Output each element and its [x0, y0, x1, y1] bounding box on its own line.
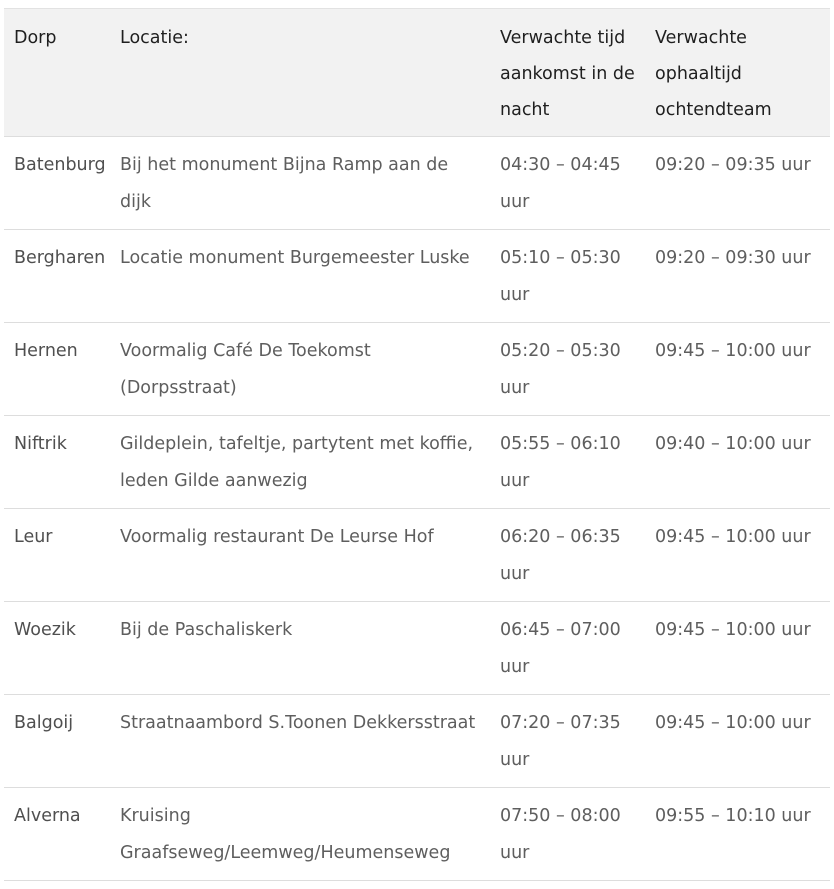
table-row: [4, 509, 830, 602]
cell-dorp: Alverna: [14, 806, 81, 826]
cell-locatie: Voormalig restaurant De Leurse Hof: [120, 527, 434, 547]
cell-locatie: Bij de Paschaliskerk: [120, 620, 293, 640]
cell-ophaal: 09:45 – 10:00 uur: [655, 341, 811, 361]
cell-ophaal: 09:40 – 10:00 uur: [655, 434, 811, 454]
header-ophaaltijd: Verwachte ophaaltijd ochtendteam: [655, 28, 772, 120]
table-row: [4, 137, 830, 230]
header-aankomst: Verwachte tijd aankomst in de nacht: [500, 28, 635, 120]
cell-ophaal: 09:45 – 10:00 uur: [655, 527, 811, 547]
cell-aankomst: 05:20 – 05:30 uur: [500, 341, 621, 398]
cell-locatie: Voormalig Café De Toekomst (Dorpsstraat): [120, 341, 371, 398]
cell-dorp: Balgoij: [14, 713, 74, 733]
table-header: [4, 9, 830, 137]
cell-ophaal: 09:20 – 09:35 uur: [655, 155, 811, 175]
cell-locatie: Bij het monument Bijna Ramp aan de dijk: [120, 155, 449, 212]
cell-aankomst: 04:30 – 04:45 uur: [500, 155, 621, 212]
header-row: [4, 9, 830, 137]
table-body: [4, 137, 830, 881]
cell-dorp: Batenburg: [14, 155, 106, 175]
cell-dorp: Woezik: [14, 620, 76, 640]
cell-ophaal: 09:55 – 10:10 uur: [655, 806, 811, 826]
table-row: [4, 602, 830, 695]
cell-aankomst: 05:55 – 06:10 uur: [500, 434, 621, 491]
table-row: [4, 788, 830, 881]
table-row: [4, 416, 830, 509]
cell-ophaal: 09:45 – 10:00 uur: [655, 620, 811, 640]
table-row: [4, 695, 830, 788]
cell-dorp: Niftrik: [14, 434, 67, 454]
cell-dorp: Hernen: [14, 341, 78, 361]
cell-locatie: Gildeplein, tafeltje, partytent met koffie, leden Gilde aanwezig: [120, 434, 474, 491]
cell-aankomst: 07:50 – 08:00 uur: [500, 806, 621, 863]
cell-aankomst: 06:45 – 07:00 uur: [500, 620, 621, 677]
cell-locatie: Locatie monument Burgemeester Luske: [120, 248, 470, 268]
cell-dorp: Leur: [14, 527, 53, 547]
cell-aankomst: 05:10 – 05:30 uur: [500, 248, 621, 305]
header-dorp: Dorp: [14, 28, 57, 48]
header-locatie: Locatie:: [120, 28, 189, 48]
cell-ophaal: 09:45 – 10:00 uur: [655, 713, 811, 733]
cell-locatie: Kruising Graafseweg/Leemweg/Heumenseweg: [120, 806, 451, 863]
cell-locatie: Straatnaambord S.Toonen Dekkersstraat: [120, 713, 476, 733]
cell-ophaal: 09:20 – 09:30 uur: [655, 248, 811, 268]
cell-dorp: Bergharen: [14, 248, 106, 268]
cell-aankomst: 06:20 – 06:35 uur: [500, 527, 621, 584]
cell-aankomst: 07:20 – 07:35 uur: [500, 713, 621, 770]
table-row: [4, 323, 830, 416]
schedule-table: [4, 8, 830, 881]
table-row: [4, 230, 830, 323]
